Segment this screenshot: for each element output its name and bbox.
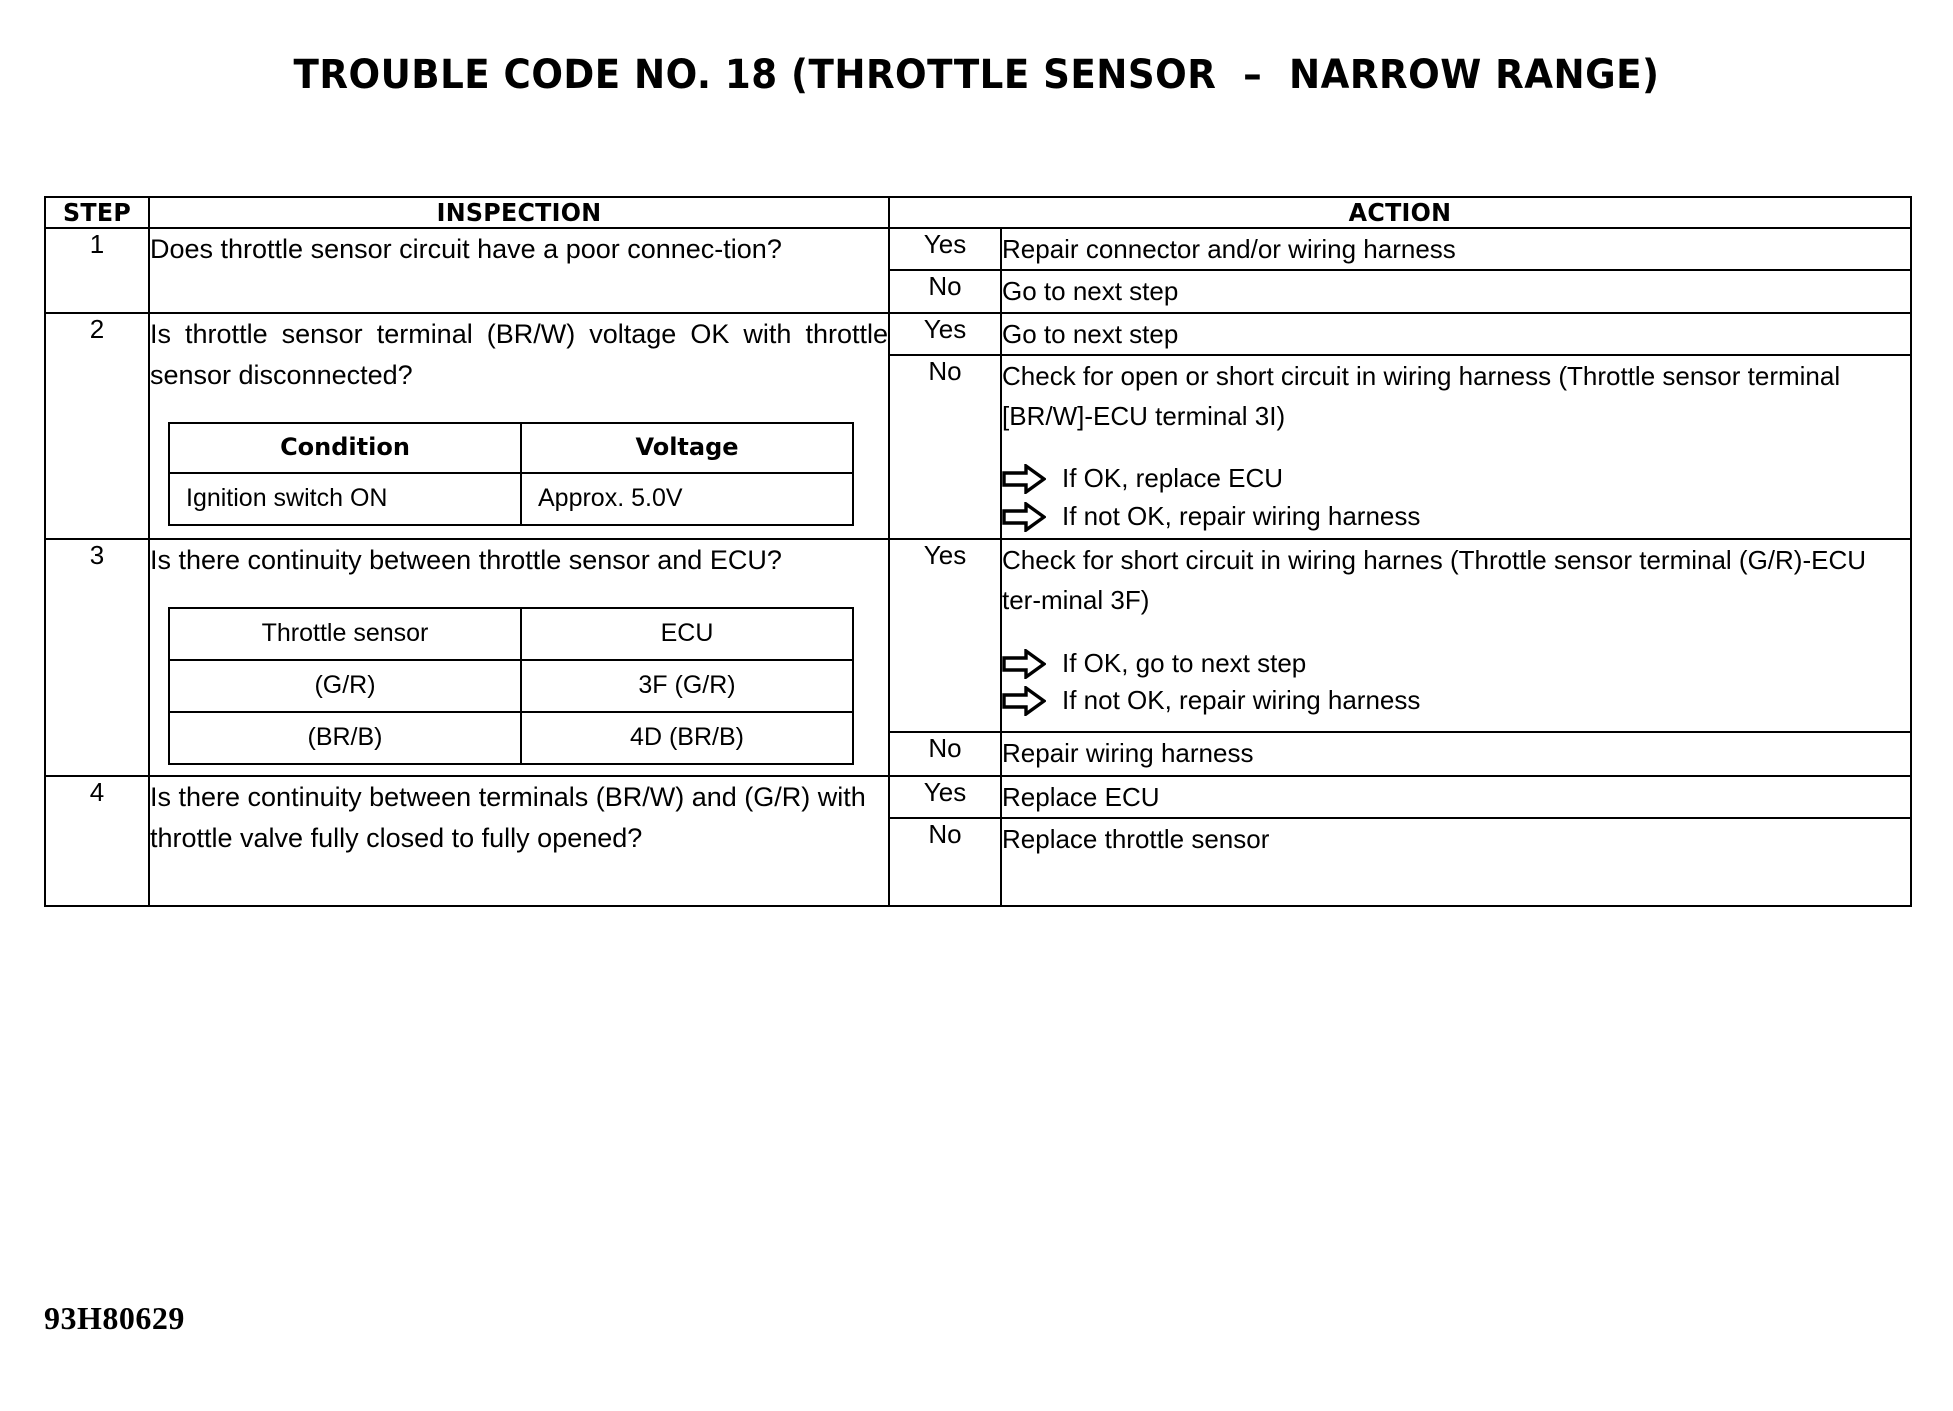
inspection-cell [149, 539, 889, 776]
action-cell [1001, 313, 1911, 355]
table-row [45, 776, 1911, 818]
subtable-header-condition: Condition [169, 423, 521, 473]
inspection-question: Does throttle sensor circuit have a poor connec-tion? [150, 234, 782, 264]
subtable-cell-throttle-sensor: (BR/B) [169, 712, 521, 764]
action-text: Check for short circuit in wiring harnes (Throttle sensor terminal (G/R)-ECU ter-minal 3F) [1002, 545, 1867, 616]
list-item [1002, 647, 1910, 681]
column-header-step: STEP [48, 197, 147, 228]
table-row [45, 539, 1911, 732]
subtable-header-row [169, 608, 853, 660]
inspection-cell [149, 776, 889, 906]
inspection-question: Is there continuity between throttle sensor and ECU? [150, 545, 782, 576]
action-cell [1001, 539, 1911, 732]
hollow-right-arrow-icon [1002, 649, 1046, 679]
answer-no: No [889, 732, 1001, 776]
action-text: Repair connector and/or wiring harness [1002, 234, 1456, 264]
answer-yes: Yes [889, 228, 1001, 270]
action-text: Go to next step [1002, 276, 1179, 307]
action-cell [1001, 818, 1911, 906]
step-number: 3 [45, 539, 149, 776]
subtable-cell-voltage: Approx. 5.0V [521, 473, 853, 525]
answer-yes: Yes [889, 539, 1001, 732]
step-number: 4 [45, 776, 149, 906]
action-cell [1001, 270, 1911, 312]
action-bullet-list [1002, 462, 1910, 534]
hollow-right-arrow-icon [1002, 686, 1046, 716]
action-text: Replace throttle sensor [1002, 824, 1270, 855]
answer-no: No [889, 270, 1001, 312]
table-row [45, 228, 1911, 270]
inspection-cell [149, 313, 889, 539]
inspection-question: Is throttle sensor terminal (BR/W) voltage OK with throttle sensor disconnected? [150, 318, 888, 390]
subtable-header-throttle-sensor: Throttle sensor [169, 608, 521, 660]
subtable-row [169, 660, 853, 712]
list-item [1002, 684, 1910, 718]
table-row [45, 313, 1911, 355]
column-header-action: ACTION [915, 197, 1886, 228]
inspection-question: Is there continuity between terminals (BR/W) and (G/R) with throttle valve fully closed to fully opened? [150, 782, 866, 854]
bullet-text: If OK, replace ECU [1062, 463, 1284, 494]
table-header-row [45, 197, 1911, 228]
subtable-row [169, 473, 853, 525]
page-title: TROUBLE CODE NO. 18 (THROTTLE SENSOR – NARROW RANGE) [293, 52, 1660, 98]
subtable-header-ecu: ECU [521, 608, 853, 660]
step-number: 2 [45, 313, 149, 539]
action-cell [1001, 228, 1911, 270]
answer-no: No [889, 355, 1001, 539]
action-text: Replace ECU [1002, 782, 1160, 813]
inspection-cell [149, 228, 889, 313]
diagnostic-table [44, 196, 1912, 907]
subtable-header-row [169, 423, 853, 473]
list-item [1002, 500, 1910, 534]
bullet-text: If not OK, repair wiring harness [1062, 685, 1421, 716]
action-cell [1001, 776, 1911, 818]
bullet-text: If OK, go to next step [1062, 647, 1307, 678]
bullet-text: If not OK, repair wiring harness [1062, 501, 1421, 532]
subtable-header-voltage: Voltage [521, 423, 853, 473]
action-bullet-list [1002, 647, 1910, 719]
subtable-row [169, 712, 853, 764]
list-item [1002, 462, 1910, 496]
action-text: Go to next step [1002, 318, 1179, 349]
subtable-cell-condition: Ignition switch ON [169, 473, 521, 525]
answer-yes: Yes [889, 776, 1001, 818]
subtable-cell-ecu: 3F (G/R) [521, 660, 853, 712]
condition-voltage-subtable [168, 422, 854, 526]
answer-yes: Yes [889, 313, 1001, 355]
step-number: 1 [45, 228, 149, 313]
hollow-right-arrow-icon [1002, 502, 1046, 532]
action-cell [1001, 355, 1911, 539]
diagnostic-table-container [44, 196, 1910, 907]
hollow-right-arrow-icon [1002, 464, 1046, 494]
action-text: Repair wiring harness [1002, 737, 1254, 768]
action-cell [1001, 732, 1911, 776]
action-text: Check for open or short circuit in wiring harness (Throttle sensor terminal [BR/W]-ECU terminal 3I) [1002, 360, 1841, 432]
subtable-cell-throttle-sensor: (G/R) [169, 660, 521, 712]
document-code: 93H80629 [44, 1300, 185, 1336]
column-header-inspection: INSPECTION [168, 197, 871, 228]
throttle-ecu-continuity-subtable [168, 607, 854, 765]
answer-no: No [889, 818, 1001, 906]
subtable-cell-ecu: 4D (BR/B) [521, 712, 853, 764]
